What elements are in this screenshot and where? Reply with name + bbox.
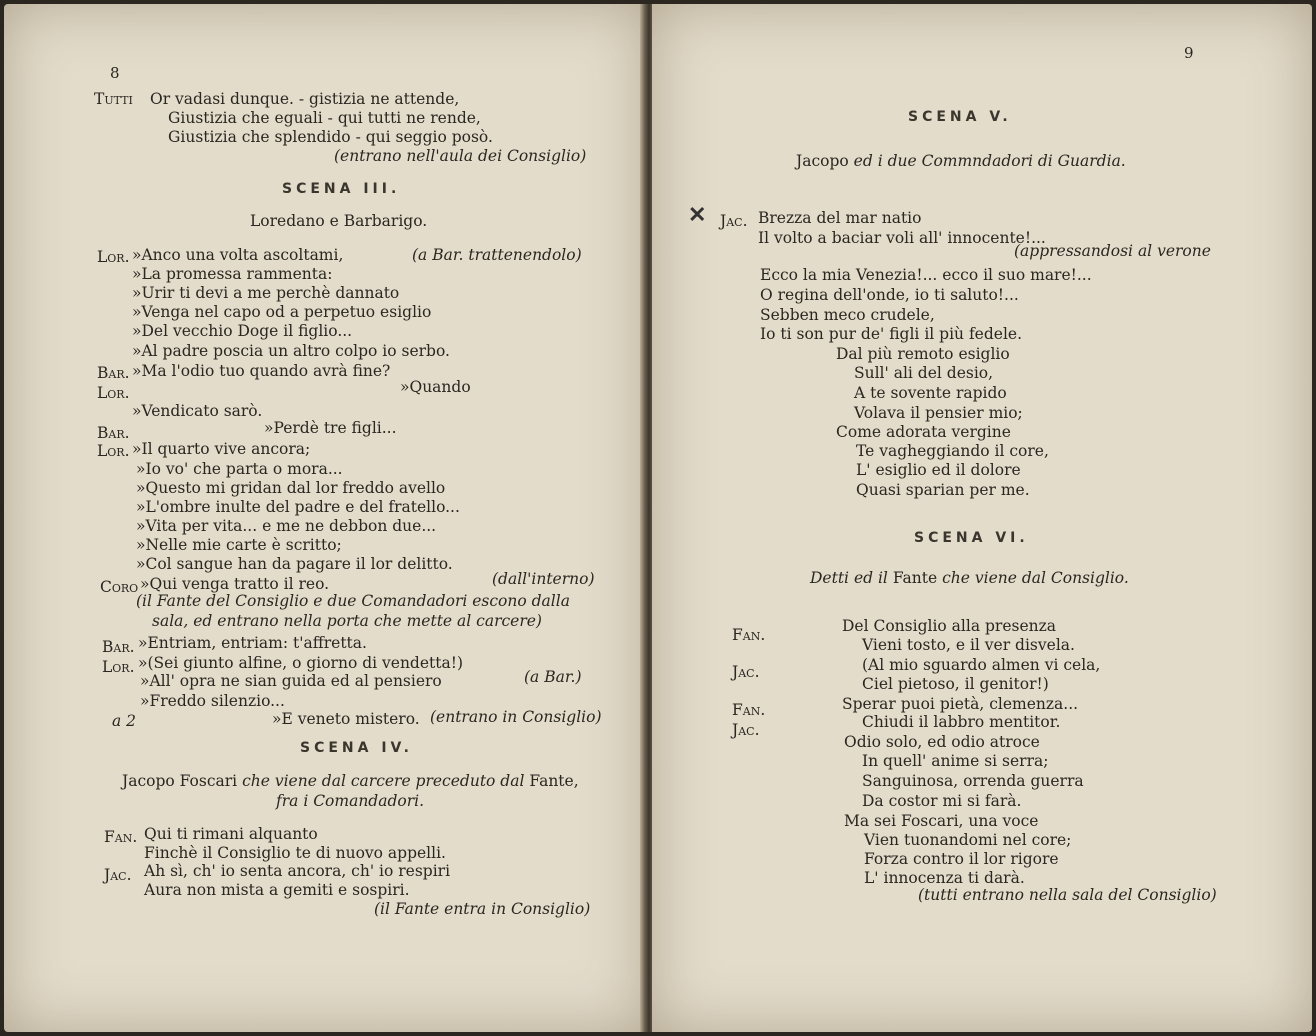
verse-line: »All' opra ne sian guida ed al pensiero: [140, 672, 442, 690]
stage-direction: (dall'interno): [492, 570, 595, 588]
speaker-label: Fan.: [732, 701, 766, 719]
verse-line: Giustizia che splendido - qui seggio posò.: [168, 128, 493, 146]
verse-line: Forza contro il lor rigore: [864, 850, 1059, 868]
speaker-label: Fan.: [732, 626, 766, 644]
verse-line: Aura non mista a gemiti e sospiri.: [144, 881, 410, 899]
verse-line: »Questo mi gridan dal lor freddo avello: [136, 479, 446, 497]
verse-line: Quasi sparian per me.: [856, 481, 1030, 499]
speaker-label: Fan.: [104, 828, 138, 846]
speaker-label: Bar.: [97, 364, 130, 382]
verse-line: »Ma l'odio tuo quando avrà fine?: [132, 362, 391, 380]
verse-line: Volava il pensier mio;: [854, 404, 1023, 422]
scene-title: SCENA III.: [282, 181, 401, 197]
scene-characters: Loredano e Barbarigo.: [250, 212, 428, 230]
verse-line: »Nelle mie carte è scritto;: [136, 536, 342, 554]
verse-line: Sperar puoi pietà, clemenza...: [842, 695, 1079, 713]
speaker-label: Coro: [100, 578, 139, 596]
right-page: [652, 4, 1312, 1032]
verse-line: Sanguinosa, orrenda guerra: [862, 772, 1084, 790]
verse-line: L' esiglio ed il dolore: [856, 461, 1021, 479]
verse-line: »(Sei giunto alfine, o giorno di vendetta!): [138, 654, 463, 672]
speaker-label: Lor.: [97, 384, 130, 402]
speaker-label: a 2: [112, 712, 137, 730]
verse-line: In quell' anime si serra;: [862, 752, 1049, 770]
verse-line: Sebben meco crudele,: [760, 306, 935, 324]
verse-line: O regina dell'onde, io ti saluto!...: [760, 286, 1019, 304]
verse-line: »Al padre poscia un altro colpo io serbo.: [132, 342, 450, 360]
verse-line: Ciel pietoso, il genitor!): [862, 675, 1049, 693]
verse-line: »E veneto mistero.: [272, 710, 420, 728]
verse-line: Sull' ali del desio,: [854, 364, 994, 382]
verse-line: »Il quarto vive ancora;: [132, 440, 311, 458]
verse-line: »Freddo silenzio...: [140, 692, 285, 710]
scene-title: SCENA IV.: [300, 740, 413, 756]
verse-line: (Al mio sguardo almen vi cela,: [862, 656, 1101, 674]
verse-line: Te vagheggiando il core,: [856, 442, 1049, 460]
verse-line: »Qui venga tratto il reo.: [140, 575, 330, 593]
speaker-label: Lor.: [97, 248, 130, 266]
verse-line: Finchè il Consiglio te di nuovo appelli.: [144, 844, 446, 862]
verse-line: »Perdè tre figli...: [264, 419, 397, 437]
verse-line: »L'ombre inulte del padre e del fratello...: [136, 498, 460, 516]
verse-line: Come adorata vergine: [836, 423, 1011, 441]
scene-title: SCENA V.: [908, 109, 1012, 125]
scene-characters: fra i Comandadori.: [276, 792, 425, 810]
stage-direction: (a Bar.): [524, 668, 582, 686]
speaker-label: Jac.: [104, 866, 132, 884]
verse-line: Qui ti rimani alquanto: [144, 825, 318, 843]
verse-line: »Entriam, entriam: t'affretta.: [138, 634, 367, 652]
verse-line: »Quando: [400, 378, 471, 396]
verse-line: Da costor mi si farà.: [862, 792, 1022, 810]
stage-direction: (tutti entrano nella sala del Consiglio): [918, 886, 1217, 904]
verse-line: Brezza del mar natio: [758, 209, 922, 227]
scene-title: SCENA VI.: [914, 530, 1029, 546]
verse-line: Chiudi il labbro mentitor.: [862, 713, 1061, 731]
speaker-label: Bar.: [97, 424, 130, 442]
verse-line: »Del vecchio Doge il figlio...: [132, 322, 353, 340]
stage-direction: (il Fante entra in Consiglio): [374, 900, 591, 918]
verse-line: Il volto a baciar voli all' innocente!...: [758, 229, 1046, 247]
speaker-label: Jac.: [720, 212, 748, 230]
speaker-label: Lor.: [102, 658, 135, 676]
scene-characters: Jacopo ed i due Commndadori di Guardia.: [796, 152, 1126, 170]
verse-line: Giustizia che eguali - qui tutti ne rende,: [168, 109, 481, 127]
verse-line: »Vendicato sarò.: [132, 402, 263, 420]
verse-line: »Venga nel capo od a perpetuo esiglio: [132, 303, 432, 321]
verse-line: Ecco la mia Venezia!... ecco il suo mare!...: [760, 266, 1092, 284]
verse-line: Dal più remoto esiglio: [836, 345, 1010, 363]
scene-characters: Detti ed il Fante che viene dal Consiglio.: [810, 569, 1129, 587]
verse-line: »Col sangue han da pagare il lor delitto.: [136, 555, 453, 573]
verse-line: Vien tuonandomi nel core;: [864, 831, 1072, 849]
verse-line: »Anco una volta ascoltami,: [132, 246, 344, 264]
stage-direction: (entrano in Consiglio): [430, 708, 602, 726]
left-page: [4, 4, 646, 1032]
verse-line: Del Consiglio alla presenza: [842, 617, 1057, 635]
verse-line: Odio solo, ed odio atroce: [844, 733, 1040, 751]
verse-line: Ah sì, ch' io senta ancora, ch' io respiri: [144, 862, 451, 880]
speaker-label: Jac.: [732, 721, 760, 739]
verse-line: L' innocenza ti darà.: [864, 869, 1025, 887]
verse-line: »La promessa rammenta:: [132, 265, 333, 283]
verse-line: »Vita per vita... e me ne debbon due...: [136, 517, 437, 535]
verse-line: »Io vo' che parta o mora...: [136, 460, 343, 478]
verse-line: Or vadasi dunque. - gistizia ne attende,: [150, 90, 460, 108]
margin-cross-mark: ✕: [688, 202, 707, 228]
verse-line: »Urir ti devi a me perchè dannato: [132, 284, 400, 302]
scene-characters: Jacopo Foscari che viene dal carcere preceduto dal Fante,: [122, 772, 579, 790]
stage-direction: (il Fante del Consiglio e due Comandadori escono dalla: [136, 592, 570, 610]
stage-direction: (appressandosi al verone: [1014, 242, 1211, 260]
verse-line: Ma sei Foscari, una voce: [844, 812, 1039, 830]
verse-line: A te sovente rapido: [854, 384, 1007, 402]
page-number: 8: [110, 64, 120, 82]
verse-line: Io ti son pur de' figli il più fedele.: [760, 325, 1023, 343]
page-number: 9: [1184, 44, 1194, 62]
speaker-label: Bar.: [102, 638, 135, 656]
stage-direction: sala, ed entrano nella porta che mette al carcere): [152, 612, 542, 630]
verse-line: Vieni tosto, e il ver disvela.: [862, 636, 1075, 654]
speaker-label: Lor.: [97, 442, 130, 460]
stage-direction: (a Bar. trattenendolo): [412, 246, 582, 264]
stage-direction: (entrano nell'aula dei Consiglio): [334, 147, 587, 165]
speaker-label: Tutti: [94, 90, 133, 108]
speaker-label: Jac.: [732, 663, 760, 681]
